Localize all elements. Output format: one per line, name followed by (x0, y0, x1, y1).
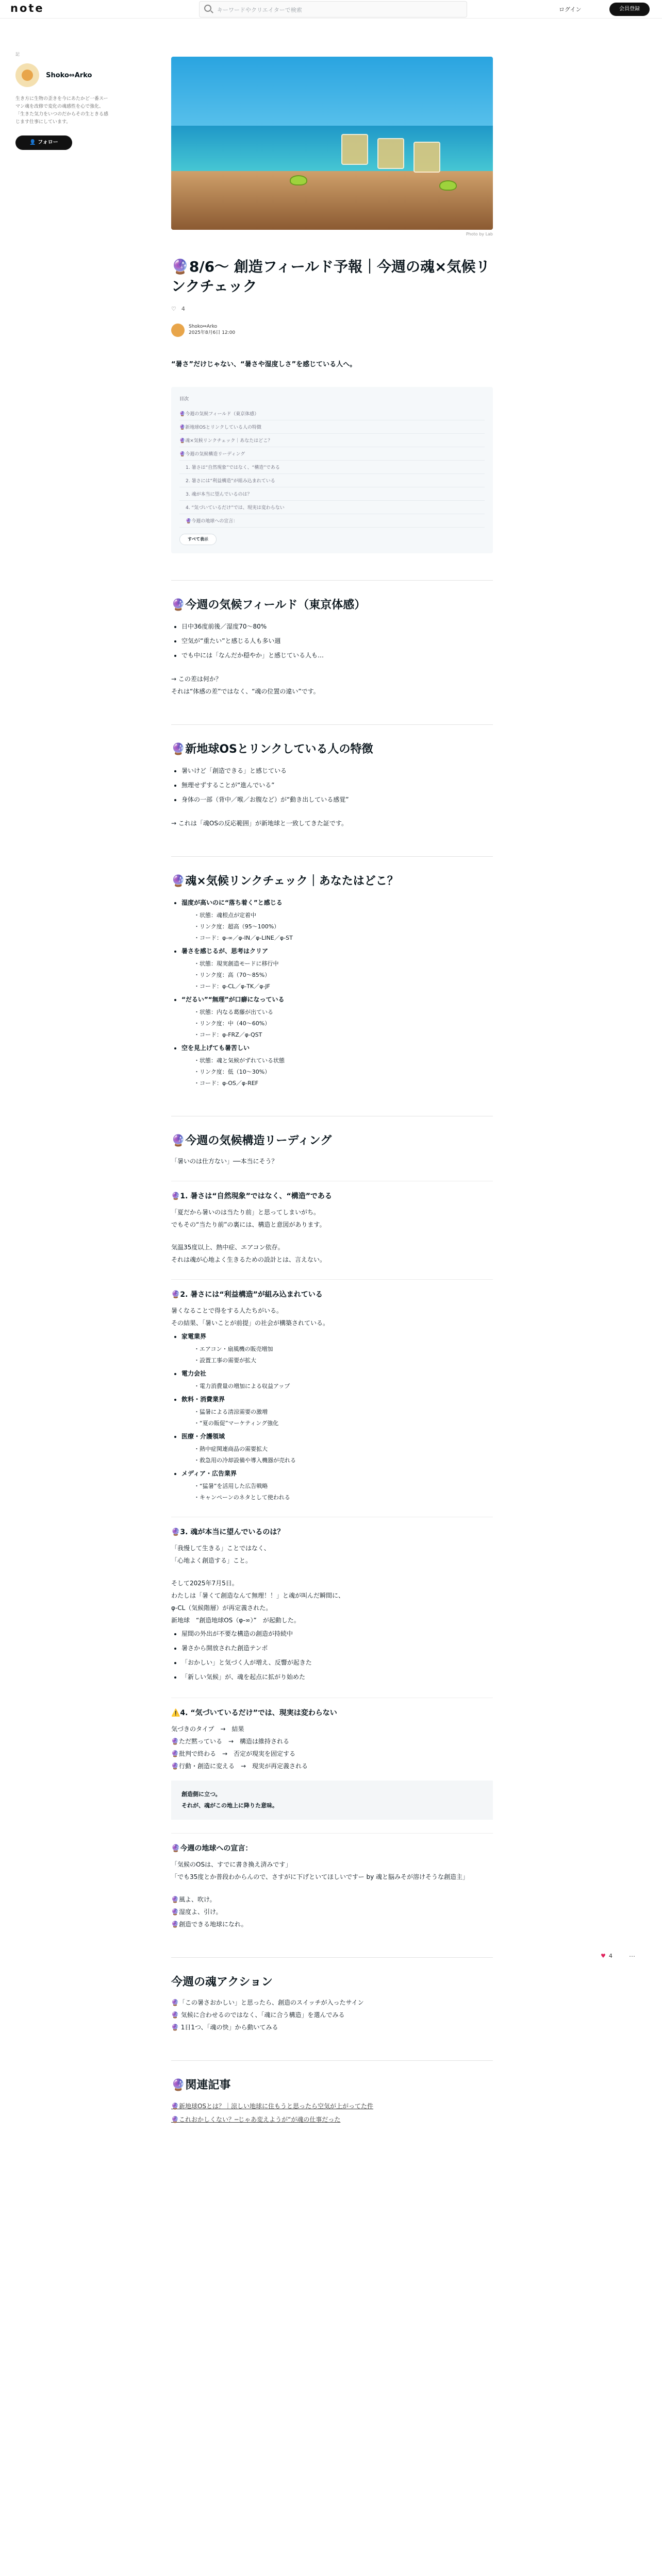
paragraph: φ-CL（気候階層）が再定義された。 (171, 1604, 272, 1612)
spacer (171, 1567, 493, 1577)
toc-item[interactable]: 3. 魂が本当に望んでいるのは？ (179, 487, 485, 501)
group-list (181, 895, 493, 1089)
group-item (181, 1041, 493, 1089)
paragraph: 気温35度以上、熱中症、エアコン依存。 (171, 1244, 284, 1251)
table-of-contents (171, 387, 493, 553)
sub-item: ・ “夏の販促”マーケティング強化 (202, 1418, 493, 1429)
search-input[interactable] (199, 1, 467, 18)
follow-label: フォロー (38, 140, 58, 145)
note-logo[interactable]: note (10, 2, 44, 14)
paragraph: 「でも35度とか普段わからんので、さすがに下げといてほしいですー by 魂と脳みそが溶けそうな創造主」 (171, 1873, 469, 1880)
quote-line: それが、魂がこの地上に降りた意味。 (181, 1802, 278, 1809)
paragraph: 🔮湿度よ、引け。 (171, 1908, 222, 1916)
paragraph: その結果、「暑いことが前提」の社会が構築されている。 (171, 1319, 329, 1327)
quote-block (171, 1781, 493, 1820)
paragraph: 暑くなることで得をする人たちがいる。 (171, 1307, 283, 1314)
paragraph: 🔮ただ黙っている → 構造は維持される (171, 1738, 289, 1745)
sub-list (202, 1007, 493, 1041)
author-date: 2025年8月6日 12:00 (189, 330, 236, 335)
spacer (171, 1231, 493, 1241)
subsection-heading: 🔮2. 暑さには“利益構造”が組み込まれている (171, 1279, 493, 1299)
floating-like-count: 4 (608, 1953, 613, 1959)
paragraph: 「気候のOSは、すでに書き換え済みです」 (171, 1861, 292, 1868)
article (171, 57, 493, 2126)
author-bio: 生き方に生物の歪きを今にあたかど一番スーマン魂を改修で変化の魂感性を心で強化、「生きた気力をいつのだからその生ときる感じます仕事にしています。 (15, 96, 109, 125)
toc-item[interactable]: 🔮今週の気候構造リーディング (179, 447, 485, 461)
sub-list (202, 1481, 493, 1503)
paragraph: 「我慢して生きる」ことではなく、 (171, 1545, 270, 1552)
paragraph: 🔮批判で終わる → 否定が現実を固定する (171, 1750, 295, 1757)
top-bar (0, 0, 662, 19)
list-item: • 日中36度前後／湿度70〜80% (181, 619, 493, 634)
sub-item: ・ エアコン・扇風機の販売増加 (202, 1344, 493, 1355)
toc-item[interactable]: 🔮今週の地球への宣言： (179, 514, 485, 528)
photo-caption: Photo by Lab (466, 232, 493, 236)
group-title: 暑さを感じるが、思考はクリア (181, 947, 269, 955)
toc-item[interactable]: 2. 暑さには“利益構造”が組み込まれている (179, 474, 485, 487)
paragraph: それは魂が心地よく生きるための設計とは、言えない。 (171, 1256, 326, 1263)
paragraph: 🔮創造できる地球になれ。 (171, 1921, 247, 1928)
group-item (181, 1329, 493, 1366)
quote-line: 創造側に立つ。 (181, 1791, 221, 1798)
sub-item: ・ コード：φ-FRZ／φ-QST (202, 1029, 493, 1041)
paragraph: それは“体感の差”ではなく、“魂の位置の違い”です。 (171, 688, 320, 695)
section-heading: 🔮今週の気候フィールド（東京体感） (171, 580, 493, 619)
like-count: 4 (181, 306, 185, 312)
subsection-heading: ⚠️4. “気づいているだけ”では、現実は変わらない (171, 1698, 493, 1718)
paragraph: 新地球 “創造地球OS（φ-∞）” が起動した。 (171, 1617, 300, 1624)
sidebar-kicker: 記 (15, 52, 20, 57)
sub-item: ・ コード：φ-CL／φ-TK／φ-JF (202, 981, 493, 992)
list-item: • 空気が“重たい”と感じる人も多い週 (181, 634, 493, 648)
group-item (181, 992, 493, 1041)
group-title: 電力会社 (181, 1370, 207, 1377)
paragraph: → これは「魂OSの反応範囲」が新地球と一致してきた証です。 (171, 820, 347, 827)
sub-item: ・ リンク度：中（40〜60%） (202, 1018, 493, 1029)
toc-title: 目次 (179, 397, 189, 402)
group-item (181, 1366, 493, 1392)
subsection-heading: 🔮1. 暑さは“自然現象”ではなく、“構造”である (171, 1181, 493, 1201)
paragraph: 🔮「この暑さおかしい」と思ったら、創造のスイッチが入ったサイン (171, 1999, 364, 2006)
paragraph: → この差は何か？ (171, 675, 222, 683)
sub-item: ・ 状態：現実創造モードに移行中 (202, 958, 493, 970)
list-item: • 暑いけど「創造できる」と感じている (181, 764, 493, 778)
sub-item: ・ 状態：魂根点が定着中 (202, 910, 493, 921)
sub-item: ・ キャンペーンのネタとして使われる (202, 1492, 493, 1503)
sub-list (202, 958, 493, 992)
sub-item: ・ コード：φ-OS／φ-REF (202, 1078, 493, 1089)
group-item (181, 1466, 493, 1503)
avatar[interactable] (15, 63, 39, 87)
author-name[interactable]: Shoko⇔Arko (46, 71, 92, 79)
group-title: メディア・広告業界 (181, 1470, 237, 1477)
article-title: 🔮8/6〜 創造フィールド予報｜今週の魂×気候リンクチェック (171, 258, 490, 295)
toc-item[interactable]: 🔮今週の気候フィールド（東京体感） (179, 407, 485, 420)
sub-item: ・ 熱中症関連商品の需要拡大 (202, 1444, 493, 1455)
group-list (181, 1329, 493, 1503)
author-row[interactable] (171, 324, 493, 336)
toc-item[interactable]: 🔮新地球OSとリンクしている人の特徴 (179, 420, 485, 434)
author-sidebar (15, 52, 119, 150)
sub-list (202, 1381, 493, 1392)
list-item: • 暑さから開放された創造テンポ (181, 1641, 493, 1655)
section-heading: 🔮魂×気候リンクチェック｜あなたはどこ？ (171, 856, 493, 895)
sub-item: ・ リンク度：高（70〜85%） (202, 970, 493, 981)
group-title: 飲料・消費業界 (181, 1396, 225, 1403)
author-avatar (171, 324, 185, 337)
more-options-icon[interactable]: ⋯ (629, 1953, 635, 1960)
group-title: 家電業界 (181, 1333, 207, 1340)
sub-item: ・ リンク度：超高（95〜100%） (202, 921, 493, 933)
paragraph: 「暑いのは仕方ない」──本当にそう？ (171, 1158, 278, 1165)
sub-item: ・ “猛暑”を活用した広告戦略 (202, 1481, 493, 1492)
register-button[interactable]: 会員登録 (609, 3, 650, 16)
group-item (181, 944, 493, 992)
sub-item: ・ 設置工事の需要が拡大 (202, 1355, 493, 1366)
sub-item: ・ 猛暑による清涼需要の激増 (202, 1406, 493, 1418)
group-item (181, 895, 493, 944)
subsection-heading: 🔮今週の地球への宣言： (171, 1833, 493, 1853)
group-title: 空を見上げても暑苦しい (181, 1044, 250, 1052)
list-item: • 身体の一部（背中／喉／お腹など）が“動き出している感覚” (181, 792, 493, 807)
sub-list (202, 1055, 493, 1089)
toc-show-all-button[interactable]: すべて表示 (179, 534, 217, 545)
list-item: • 「おかしい」と気づく人が増え、反響が起きた (181, 1655, 493, 1670)
paragraph: 🔮風よ、吹け。 (171, 1896, 216, 1903)
paragraph: 🔮行動・創造に変える → 現実が再定義される (171, 1762, 308, 1770)
spacer (171, 1883, 493, 1893)
sub-list (202, 1444, 493, 1466)
sub-item: ・ コード：φ-∞／φ-IN／φ-LINE／φ-ST (202, 933, 493, 944)
paragraph: そして2025年7月5日。 (171, 1580, 238, 1587)
sub-item: ・ リンク度：低（10〜30%） (202, 1066, 493, 1078)
search-icon (204, 5, 211, 12)
list-item: • 「新しい気候」が、魂を起点に拡がり始めた (181, 1670, 493, 1684)
group-item (181, 1392, 493, 1429)
related-link[interactable]: 🔮新地球OSとは？｜涼しい地球に住もうと思ったら空気が上がってた件 (171, 2103, 374, 2110)
paragraph: 🔮 1日1つ、「魂の快」から動いてみる (171, 2024, 278, 2031)
subsection-heading: 🔮3. 魂が本当に望んでいるのは？ (171, 1517, 493, 1537)
toc-item[interactable]: 4. “気づいているだけ”では、現実は変わらない (179, 501, 485, 514)
paragraph: わたしは「暑くて創造なんて無理！！」と魂が叫んだ瞬間に、 (171, 1592, 345, 1599)
sub-item: ・ 状態：内なる葛藤が出ている (202, 1007, 493, 1018)
floating-like-button[interactable]: ♥ 4 (601, 1953, 613, 1959)
group-title: 医療・介護領域 (181, 1433, 225, 1440)
list-item: • 屋間の外出が不要な構造の創造が持続中 (181, 1626, 493, 1641)
list-item: • 無理せずすることが“進んでいる” (181, 778, 493, 792)
paragraph: 🔮 気候に合わせるのではなく、「魂に合う構造」を選んでみる (171, 2011, 345, 2019)
group-item (181, 1429, 493, 1466)
toc-item[interactable]: 🔮魂×気候リンクチェック｜あなたはどこ？ (179, 434, 485, 447)
follow-button[interactable]: 👤 フォロー (15, 135, 72, 150)
sub-item: ・ 状態：魂と気候がずれている状態 (202, 1055, 493, 1066)
like-row (171, 306, 493, 312)
paragraph: 「心地よく創造する」こと。 (171, 1557, 252, 1564)
section-heading: 今週の魂アクション (171, 1957, 493, 1996)
section-heading: 🔮新地球OSとリンクしている人の特徴 (171, 724, 493, 764)
section-heading: 🔮今週の気候構造リーディング (171, 1116, 493, 1155)
list-item: • でも中には「なんだか穏やか」と感じている人も… (181, 648, 493, 663)
related-link[interactable]: 🔮これおかしくない？─じゃあ変えようが“が魂の仕事だった (171, 2116, 341, 2123)
group-title: “だるい”“無理”が口癖になっている (181, 996, 285, 1003)
login-link[interactable]: ログイン (559, 6, 582, 13)
author-name-small: Shoko⇔Arko (189, 324, 218, 329)
paragraph: 気づきのタイプ → 結果 (171, 1725, 244, 1733)
search-placeholder: キーワードやクリエイターで検索 (217, 7, 302, 13)
group-title: 湿度が高いのに“落ち着く”と感じる (181, 899, 283, 906)
sub-list (202, 910, 493, 944)
heart-icon[interactable]: ♡ (171, 306, 176, 312)
section-heading: 🔮関連記事 (171, 2060, 493, 2099)
toc-item[interactable]: 1. 暑さは“自然現象”ではなく、“構造”である (179, 461, 485, 474)
hero-image (171, 57, 493, 230)
paragraph: でもその“当たり前”の裏には、構造と意図があります。 (171, 1221, 326, 1228)
sub-list (202, 1406, 493, 1429)
paragraph: 「夏だから暑いのは当たり前」と思ってしまいがち。 (171, 1209, 320, 1216)
sub-list (202, 1344, 493, 1366)
lead-text: “暑さ”だけじゃない、“暑さや湿度しさ”を感じている人へ。 (171, 361, 357, 368)
sub-item: ・ 電力消費量の増加による収益アップ (202, 1381, 493, 1392)
sub-item: ・ 救急用の冷却設備や導入機器が売れる (202, 1455, 493, 1466)
